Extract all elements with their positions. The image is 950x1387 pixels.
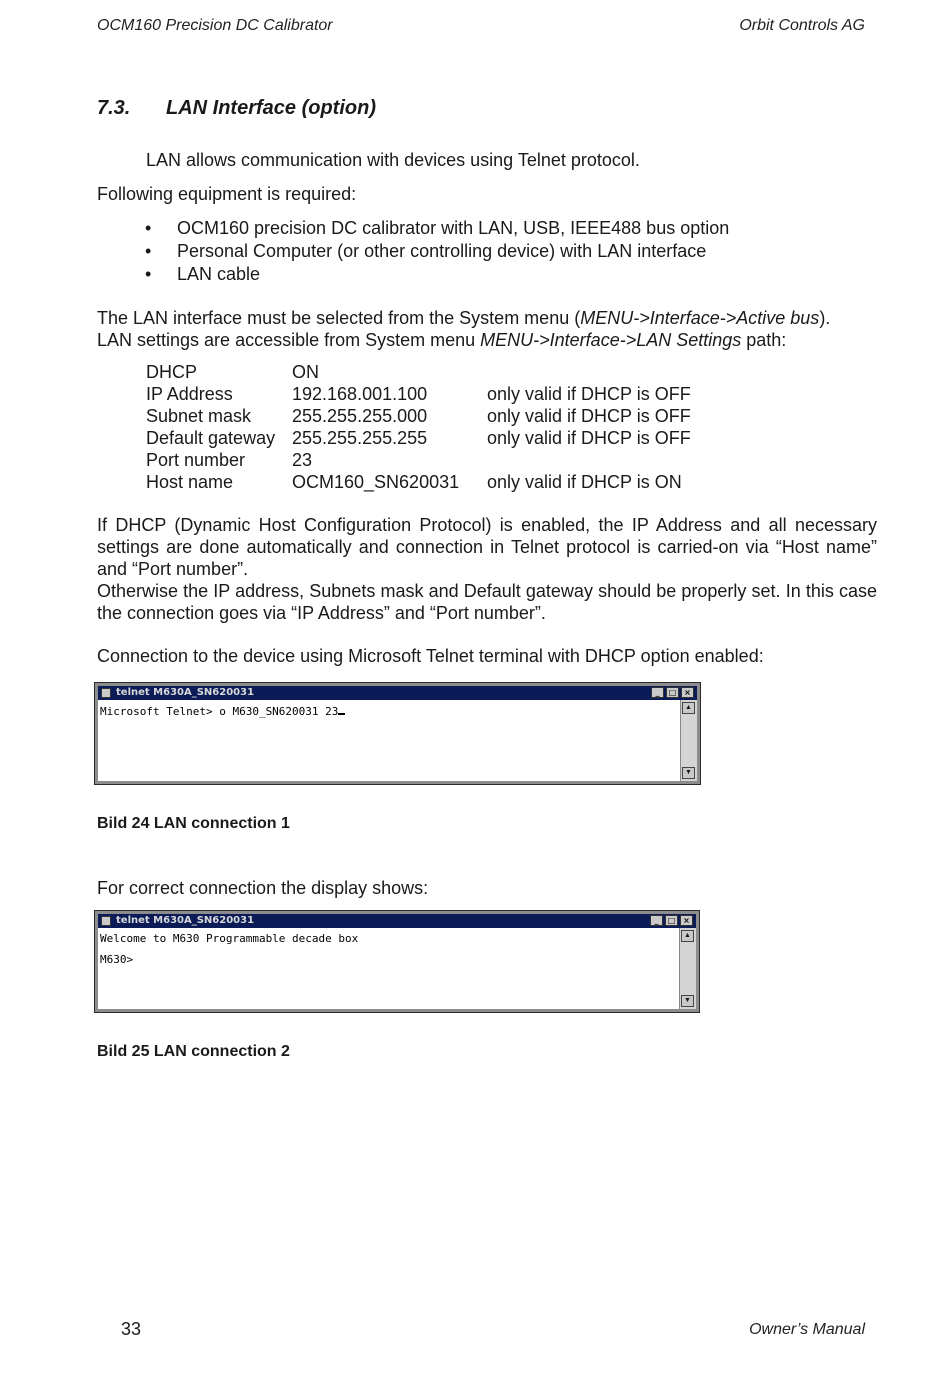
telnet-icon — [101, 916, 111, 926]
scroll-up-icon[interactable]: ▲ — [681, 930, 694, 942]
cursor-icon — [338, 704, 345, 715]
scrollbar[interactable] — [679, 928, 696, 1009]
header-left: OCM160 Precision DC Calibrator — [97, 17, 333, 34]
bullet-icon: • — [145, 264, 152, 284]
maximize-icon[interactable]: □ — [665, 915, 678, 926]
section-heading — [97, 97, 376, 120]
header-right: Orbit Controls AG — [739, 17, 865, 34]
table-row: Default gateway 255.255.255.255 only valid if DHCP is OFF — [146, 428, 691, 448]
paragraph-connection: Connection to the device using Microsoft Telnet terminal with DHCP option enabled: — [97, 646, 764, 666]
close-icon[interactable]: × — [680, 915, 693, 926]
close-icon[interactable]: × — [681, 687, 694, 698]
telnet-icon — [101, 688, 111, 698]
paragraph-system-menu: The LAN interface must be selected from the System menu (MENU->Interface->Active bus). LAN settings are accessible from System menu MENU->Interface->LAN Settings path: — [97, 308, 831, 350]
required-label: Following equipment is required: — [97, 184, 357, 204]
terminal-output[interactable]: Microsoft Telnet> o M630_SN620031 23 — [98, 700, 697, 718]
section-number: 7.3. — [97, 97, 131, 119]
table-row: DHCP ON — [146, 362, 319, 382]
bullet-icon: • — [145, 218, 152, 238]
scrollbar[interactable] — [680, 700, 697, 781]
footer-right: Owner’s Manual — [749, 1321, 865, 1338]
maximize-icon[interactable]: □ — [666, 687, 679, 698]
telnet-window-2 — [95, 911, 699, 1012]
terminal-output[interactable]: Welcome to M630 Programmable decade box M630> — [100, 932, 359, 966]
window-titlebar: telnet M630A_SN620031 _ □ × — [98, 686, 697, 700]
caption-2: Bild 25 LAN connection 2 — [97, 1043, 290, 1060]
bullet-icon: • — [145, 241, 152, 261]
window-titlebar: telnet M630A_SN620031 _ □ × — [98, 914, 696, 928]
minimize-icon[interactable]: _ — [651, 687, 664, 698]
telnet-window-1 — [95, 683, 700, 784]
caption-1: Bild 24 LAN connection 1 — [97, 815, 290, 832]
page-number: 33 — [121, 1319, 142, 1339]
section-title: LAN Interface (option) — [166, 97, 376, 119]
list-item: • Personal Computer (or other controlling device) with LAN interface — [145, 241, 707, 261]
list-item: • LAN cable — [145, 264, 261, 284]
list-item: • OCM160 precision DC calibrator with LAN, USB, IEEE488 bus option — [145, 218, 730, 238]
intro-text: LAN allows communication with devices using Telnet protocol. — [146, 150, 640, 170]
table-row: IP Address 192.168.001.100 only valid if DHCP is OFF — [146, 384, 691, 404]
lan-settings-table — [146, 361, 691, 493]
paragraph-dhcp: If DHCP (Dynamic Host Configuration Protocol) is enabled, the IP Address and all necessary settings are done automatically and connection in Telnet protocol is carried-on via “Host name” and “Port number”. — [97, 515, 877, 579]
scroll-down-icon[interactable]: ▼ — [681, 995, 694, 1007]
paragraph-static: Otherwise the IP address, Subnets mask and Default gateway should be properly set. In this case the connection goes via “IP Address” and “Port number”. — [97, 581, 877, 623]
minimize-icon[interactable]: _ — [650, 915, 663, 926]
scroll-up-icon[interactable]: ▲ — [682, 702, 695, 714]
table-row: Host name OCM160_SN620031 only valid if DHCP is ON — [146, 472, 682, 492]
equipment-list — [98, 217, 729, 286]
table-row: Port number 23 — [146, 450, 313, 470]
paragraph-display: For correct connection the display shows: — [97, 878, 429, 898]
scroll-down-icon[interactable]: ▼ — [682, 767, 695, 779]
table-row: Subnet mask 255.255.255.000 only valid if DHCP is OFF — [146, 406, 691, 426]
